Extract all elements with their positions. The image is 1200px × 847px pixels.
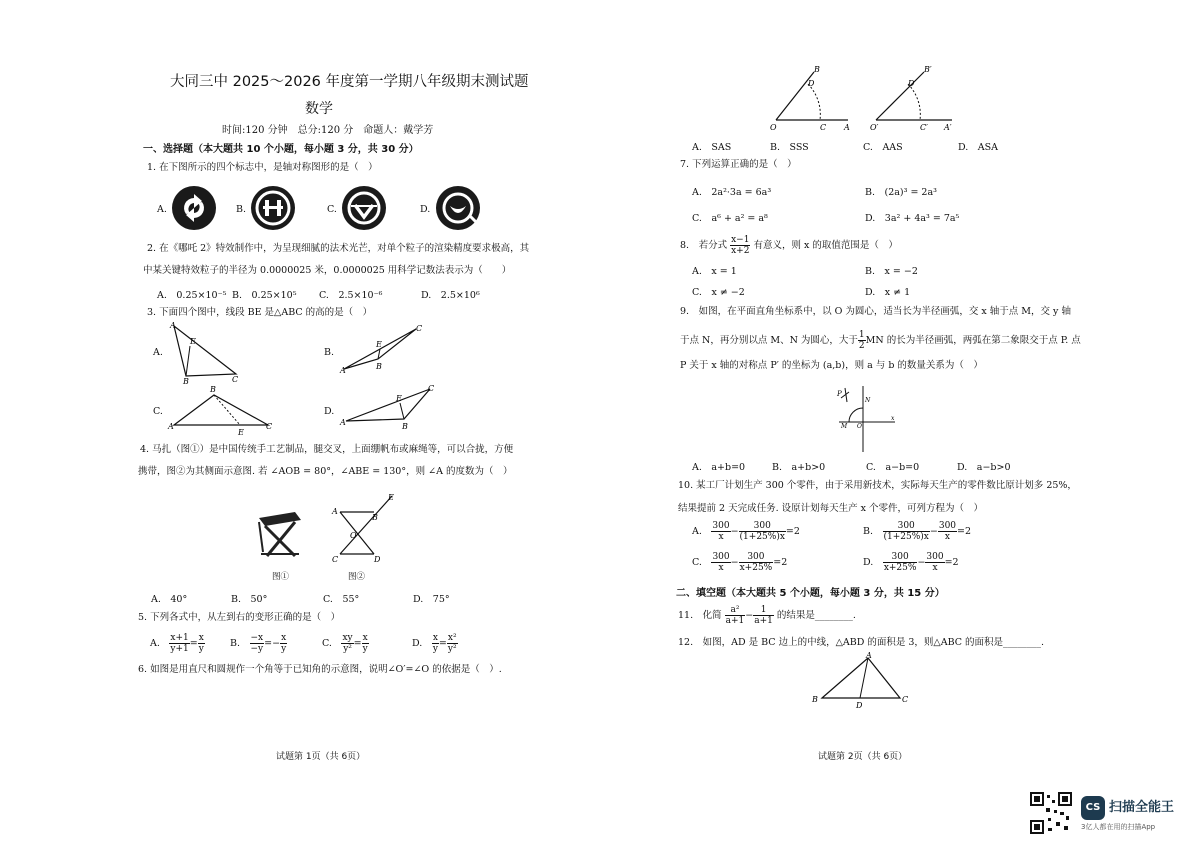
svg-text:O: O [857, 423, 862, 430]
question-8 [680, 235, 898, 256]
svg-text:M: M [841, 423, 848, 430]
q5-option-c: C. $\frac{xy}{\text{y²}}$ = $\frac{x}{y}$ [322, 633, 368, 654]
question-6: 6. 如图是用直尺和圆规作一个角等于已知角的示意图，说明∠O′=∠O 的依据是（ ）. [138, 664, 502, 675]
q9-option-b: B. a+b>0 [772, 462, 826, 473]
q8-frac-num: x−1 [731, 235, 750, 245]
q3-triangle-a [168, 321, 243, 386]
svg-text:O: O [770, 123, 777, 132]
question-2-line-2: 中某关键特效粒子的半径为 0.0000025 米，0.0000025 用科学记数法表示为（ ） [143, 265, 512, 276]
svg-text:C: C [332, 555, 339, 564]
question-3: 3. 下面四个图中，线段 BE 是△ABC 的高的是（ ） [147, 307, 373, 318]
q6-angle-diagram [770, 64, 970, 134]
section-heading-choice: 一、选择题（本大题共 10 个小题，每小题 3 分，共 30 分） [143, 144, 419, 155]
svg-text:D: D [374, 555, 381, 564]
emblem-logo-icon [251, 186, 295, 230]
shield-logo-icon [342, 186, 386, 230]
svg-text:A: A [168, 422, 174, 431]
question-9-line-3: P 关于 x 轴的对称点 P′ 的坐标为 (a,b)，则 a 与 b 的数量关系为（ ） [680, 360, 983, 371]
svg-text:B: B [210, 385, 216, 394]
q6-option-c: C. AAS [863, 142, 903, 153]
q1-label-c: C. [327, 204, 337, 215]
page-1-footer: 试题第 1页（共 6页） [276, 752, 366, 762]
svg-text:A: A [844, 123, 850, 132]
q7-option-d: D. 3a² + 4a³ = 7a⁵ [865, 213, 960, 224]
svg-text:x: x [891, 415, 895, 422]
q7-option-c: C. a⁶ + a² = a⁸ [692, 213, 768, 224]
svg-text:B: B [372, 513, 378, 522]
svg-text:B′: B′ [924, 65, 932, 74]
svg-text:C: C [416, 324, 423, 333]
svg-text:A: A [332, 507, 338, 516]
svg-text:C: C [232, 375, 239, 384]
q10-option-c: C. $\frac{300}{x}$ − $\frac{300}{x+25\%}$ =2 [692, 552, 788, 573]
q5-option-d: D. $\frac{x}{y}$ = $\frac{\text{x²}}{\text{y²}}$ [412, 633, 457, 654]
q4-option-d: D. 75° [413, 594, 450, 605]
svg-text:C: C [820, 123, 827, 132]
q4-option-c: C. 55° [323, 594, 360, 605]
q8-option-d: D. x ≠ 1 [865, 287, 911, 298]
q9-frac-den: 2 [858, 341, 865, 351]
scanner-app-name: 扫描全能王 [1109, 800, 1175, 815]
svg-text:B: B [812, 695, 818, 704]
q1-label-b: B. [236, 204, 247, 215]
q8-text-post: 有意义，则 x 的取值范围是（ ） [753, 240, 898, 251]
exam-meta: 时间:120 分钟 总分:120 分 命题人：戴学芳 [222, 125, 434, 136]
svg-text:C: C [266, 422, 273, 431]
q3-label-a: A. [153, 347, 163, 358]
svg-text:A: A [340, 366, 346, 375]
question-4-line-1: 4. 马扎（图①）是中国传统手工艺制品，腿交叉，上面绷帆布或麻绳等，可以合拢，方便 [140, 444, 514, 455]
question-9-line-2 [680, 330, 1081, 351]
svg-text:A: A [866, 651, 872, 660]
q2-option-c: C. 2.5×10⁻⁶ [319, 290, 383, 301]
q8-option-c: C. x ≠ −2 [692, 287, 745, 298]
question-1: 1. 在下图所示的四个标志中，是轴对称图形的是（ ） [147, 162, 378, 173]
question-5: 5. 下列各式中，从左到右的变形正确的是（ ） [138, 612, 341, 623]
q2-option-b: B. 0.25×10⁵ [232, 290, 297, 301]
q9-option-a: A. a+b=0 [692, 462, 746, 473]
q9-text-post: MN 的长为半径画弧，两弧在第二象限交于点 P. 点 [865, 335, 1081, 346]
svg-text:B: B [402, 422, 408, 431]
camscanner-logo-icon: CS [1081, 796, 1105, 820]
leaf-logo-icon [436, 186, 480, 230]
q3-triangle-c [168, 385, 278, 435]
scanner-app-tagline: 3亿人都在用的扫描App [1081, 823, 1156, 831]
svg-text:A: A [340, 418, 346, 427]
q8-option-a: A. x = 1 [692, 266, 737, 277]
qr-code-icon [1030, 792, 1072, 834]
question-10-line-1: 10. 某工厂计划生产 300 个零件，由于采用新技术，实际每天生产的零件数比原计划多 25%， [678, 480, 1077, 491]
q10-option-a: A. $\frac{300}{x}$ − $\frac{300}{(1+25\%)x}$ =2 [692, 521, 800, 542]
q5-option-b: B. $\frac{-x}{-y}$ =− $\frac{x}{y}$ [230, 633, 287, 654]
svg-text:E: E [396, 394, 402, 403]
svg-text:D: D [808, 79, 815, 88]
q3-label-c: C. [153, 406, 163, 417]
svg-text:B: B [183, 377, 189, 386]
q3-triangle-d [340, 385, 435, 430]
q7-option-b: B. (2a)³ = 2a³ [865, 187, 937, 198]
q10-option-b: B. $\frac{300}{(1+25\%)x}$ − $\frac{300}{x}$ =2 [863, 521, 972, 542]
exam-title: 大同三中 2025～2026 年度第一学期八年级期末测试题 [170, 74, 529, 90]
subject-title: 数学 [305, 101, 333, 117]
svg-text:A: A [170, 321, 176, 330]
question-9-line-1: 9. 如图，在平面直角坐标系中，以 O 为圆心，适当长为半径画弧，交 x 轴于点 M，交 y 轴 [680, 306, 1071, 317]
q3-triangle-b [340, 325, 425, 375]
q6-option-d: D. ASA [958, 142, 999, 153]
q9-option-c: C. a−b=0 [866, 462, 920, 473]
section-heading-fill: 二、填空题（本大题共 5 个小题，每小题 3 分，共 15 分） [676, 588, 945, 599]
svg-text:B: B [814, 65, 820, 74]
q8-option-b: B. x = −2 [865, 266, 918, 277]
svg-text:D′: D′ [908, 79, 917, 88]
svg-text:O: O [350, 531, 357, 540]
q9-text-pre: 于点 N，再分别以点 M、N 为圆心，大于 [680, 335, 858, 346]
svg-text:D: D [856, 701, 863, 710]
svg-text:E: E [190, 337, 196, 346]
question-4-line-2: 携带，图②为其侧面示意图. 若 ∠AOB = 80°，∠ABE = 130°，则 ∠A 的度数为（ ） [138, 466, 513, 477]
question-10-line-2: 结果提前 2 天完成任务. 设原计划每天生产 x 个零件，可列方程为（ ） [678, 503, 984, 514]
question-2-line-1: 2. 在《哪吒 2》特效制作中，为呈现细腻的法术光芒，对单个粒子的渲染精度要求极高，其 [147, 243, 530, 254]
q11-text-pre: 11. 化简 [678, 610, 722, 621]
q6-option-b: B. SSS [770, 142, 809, 153]
q8-text-pre: 8. 若分式 [680, 240, 728, 251]
svg-text:N: N [865, 397, 871, 404]
question-11: 11. 化简 $\frac{\text{a²}}{a+1}$ − $\frac{1}{a+1}$ 的结果是________. [678, 605, 856, 626]
svg-text:A′: A′ [944, 123, 952, 132]
q4-option-a: A. 40° [151, 594, 188, 605]
q5-option-a: A. $\frac{x+1}{y+1}$ = $\frac{x}{y}$ [150, 633, 204, 654]
question-7: 7. 下列运算正确的是（ ） [680, 159, 797, 170]
question-12: 12. 如图，AD 是 BC 边上的中线，△ABD 的面积是 3，则△ABC 的面积是________. [678, 637, 1045, 648]
q3-label-b: B. [324, 347, 335, 358]
q6-option-a: A. SAS [692, 142, 732, 153]
q3-label-d: D. [324, 406, 335, 417]
svg-text:E: E [388, 493, 394, 502]
q2-option-d: D. 2.5×10⁶ [421, 290, 480, 301]
q12-triangle-diagram [810, 651, 915, 710]
fig-2-caption: 图② [348, 572, 366, 582]
q10-option-d: D. $\frac{300}{x+25\%}$ − $\frac{300}{x}$ =2 [863, 552, 959, 573]
q2-option-a: A. 0.25×10⁻⁵ [157, 290, 227, 301]
svg-text:B: B [376, 362, 382, 371]
q7-option-a: A. 2a²·3a = 6a³ [692, 187, 772, 198]
q9-coordinate-diagram [835, 382, 900, 454]
fig-1-caption: 图① [272, 572, 290, 582]
q1-label-d: D. [420, 204, 431, 215]
q4-option-b: B. 50° [231, 594, 268, 605]
page-2-footer: 试题第 2页（共 6页） [818, 752, 908, 762]
svg-text:C: C [902, 695, 909, 704]
folding-stool-image [255, 508, 305, 563]
q8-frac-den: x+2 [731, 246, 750, 256]
svg-text:O′: O′ [870, 123, 879, 132]
stool-side-diagram [330, 492, 400, 564]
q11-text-post: 的结果是________. [776, 610, 856, 621]
svg-text:P: P [837, 390, 842, 398]
svg-text:E: E [376, 340, 382, 349]
svg-text:C: C [428, 384, 435, 393]
svg-text:E: E [238, 428, 244, 437]
svg-text:C′: C′ [920, 123, 928, 132]
q9-option-d: D. a−b>0 [957, 462, 1011, 473]
q1-label-a: A. [157, 204, 167, 215]
recycle-logo-icon [172, 186, 216, 230]
q9-frac-num: 1 [858, 330, 865, 340]
